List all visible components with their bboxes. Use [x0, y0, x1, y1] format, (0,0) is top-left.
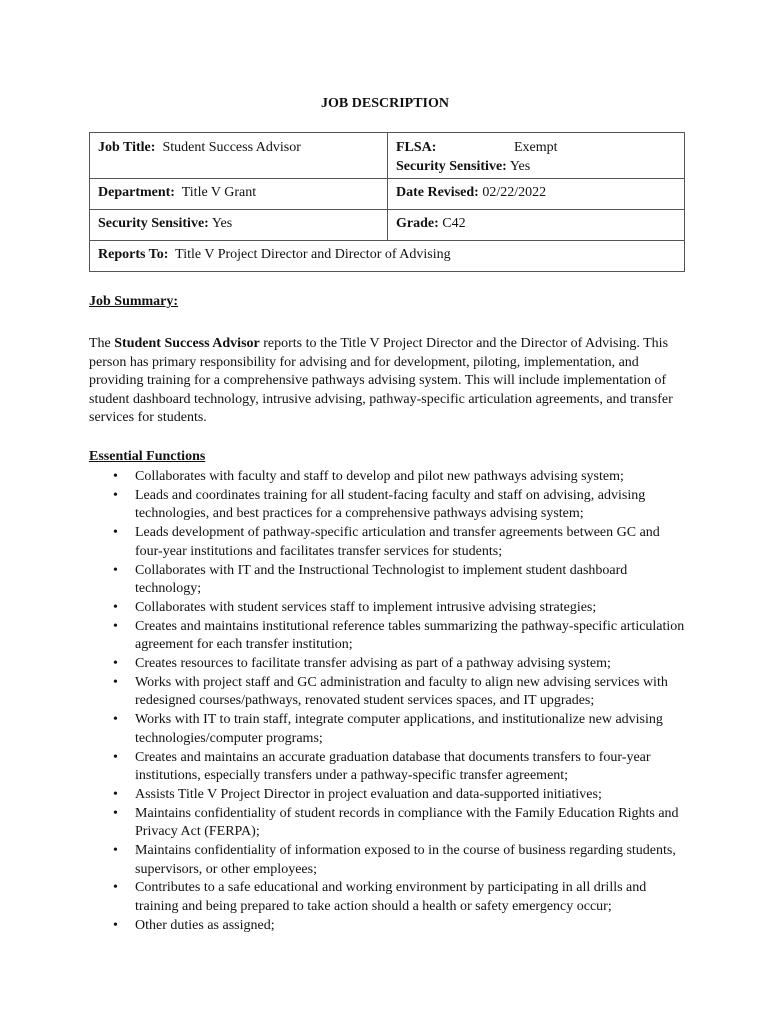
essential-functions-heading: Essential Functions [89, 449, 206, 464]
function-list-item [89, 749, 689, 786]
summary-intro: The [89, 336, 115, 351]
bullet-icon: • [113, 487, 118, 503]
function-text: Maintains confidentiality of student records in compliance with the Family Education Rights and Privacy Act (FERPA); [135, 805, 679, 840]
job-info-row [90, 179, 685, 210]
job-summary-paragraph [89, 335, 689, 428]
grade-label: Grade: [396, 216, 439, 231]
job-info-row [90, 241, 685, 272]
function-list-item [89, 562, 689, 599]
bullet-icon: • [113, 469, 118, 484]
job-title-value: Student Success Advisor [162, 140, 301, 155]
function-list-item [89, 655, 689, 674]
security-sensitive-label: Security Sensitive: [396, 159, 507, 174]
bullet-icon: • [113, 562, 118, 578]
security-sensitive-value: Yes [509, 159, 531, 174]
bullet-icon: • [113, 674, 118, 690]
document-title: JOB DESCRIPTION [321, 96, 449, 111]
function-list-item [89, 599, 689, 618]
reports-to-value: Title V Project Director and Director of Advising [175, 247, 451, 262]
function-list-item [89, 711, 689, 748]
function-text: Creates and maintains institutional reference tables summarizing the pathway-specific articulation agreement for each transfer institution; [135, 618, 685, 653]
reports-to-label: Reports To: [98, 247, 169, 262]
function-list-item [89, 917, 689, 936]
security-sensitive-value: Yes [211, 216, 233, 231]
function-text: Assists Title V Project Director in project evaluation and data-supported initiatives; [135, 786, 602, 802]
function-text: Leads and coordinates training for all student-facing faculty and staff on advising, advising technologies, and best practices for a comprehensive pathways advising system; [135, 487, 646, 522]
function-list-item [89, 805, 689, 842]
job-info-table [89, 132, 685, 272]
bullet-icon: • [113, 843, 118, 859]
function-list-item [89, 674, 689, 711]
job-summary-heading: Job Summary: [89, 294, 179, 309]
function-list-item [89, 842, 689, 879]
summary-text: reports to the Title V Project Director and the Director of Advising. This person has primary responsibility for advising and for development, piloting, implementation, and providing training for a comprehensive pathways advising system. This will include implementation of student dashboard technology, intrusive advising, pathway-specific articulation agreements, and transfer services for students. [89, 336, 673, 425]
flsa-label: FLSA: [396, 140, 437, 155]
bullet-icon: • [113, 880, 118, 896]
function-text: Leads development of pathway-specific articulation and transfer agreements between GC and four-year institutions and facilitates transfer services for students; [135, 525, 660, 559]
function-text: Creates resources to facilitate transfer advising as part of a pathway advising system; [135, 656, 611, 672]
department-cell [90, 179, 388, 210]
flsa-value: Exempt [514, 140, 558, 155]
grade-value: C42 [442, 216, 466, 231]
date-revised-value: 02/22/2022 [482, 185, 547, 200]
essential-functions-list [89, 468, 689, 936]
department-value: Title V Grant [181, 185, 257, 200]
job-info-row [90, 133, 685, 179]
function-list-item [89, 524, 689, 561]
function-text: Works with IT to train staff, integrate computer applications, and institutionalize new advising technologies/computer programs; [135, 712, 663, 746]
function-text: Collaborates with student services staff to implement intrusive advising strategies; [135, 599, 597, 615]
flsa-cell [388, 133, 685, 179]
bullet-icon: • [113, 749, 118, 765]
function-list-item [89, 487, 689, 524]
bullet-icon: • [113, 618, 118, 634]
function-list-item [89, 879, 689, 916]
function-text: Contributes to a safe educational and working environment by participating in all drills and training and being prepared to take action should a health or safety emergency occur; [135, 880, 647, 915]
job-title-label: Job Title: [98, 140, 156, 155]
summary-role: Student Success Advisor [114, 336, 260, 351]
department-label: Department: [98, 185, 175, 200]
security-sensitive-label: Security Sensitive: [98, 216, 209, 231]
bullet-icon: • [113, 525, 118, 541]
function-text: Collaborates with faculty and staff to develop and pilot new pathways advising system; [135, 469, 624, 484]
function-text: Other duties as assigned; [135, 917, 275, 933]
function-list-item [89, 786, 689, 805]
bullet-icon: • [113, 805, 118, 821]
security-sensitive-cell [90, 210, 388, 241]
bullet-icon: • [113, 917, 118, 933]
job-info-row [90, 210, 685, 241]
bullet-icon: • [113, 786, 118, 802]
function-text: Maintains confidentiality of information exposed to in the course of business regarding students, supervisors, or other employees; [135, 843, 676, 877]
grade-cell [388, 210, 685, 241]
function-list-item [89, 468, 689, 487]
reports-to-cell [90, 241, 685, 272]
bullet-icon: • [113, 599, 118, 615]
function-text: Works with project staff and GC administration and faculty to align new advising services with redesigned courses/pathways, renovated student services spaces, and IT upgrades; [135, 674, 668, 709]
date-revised-label: Date Revised: [396, 185, 479, 200]
function-text: Creates and maintains an accurate graduation database that documents transfers to four-year institutions, especially transfers under a pathway-specific transfer agreement; [135, 749, 651, 784]
job-title-cell [90, 133, 388, 179]
bullet-icon: • [113, 656, 118, 672]
bullet-icon: • [113, 712, 118, 728]
function-text: Collaborates with IT and the Instructional Technologist to implement student dashboard technology; [135, 562, 628, 597]
date-revised-cell [388, 179, 685, 210]
function-list-item [89, 618, 689, 655]
